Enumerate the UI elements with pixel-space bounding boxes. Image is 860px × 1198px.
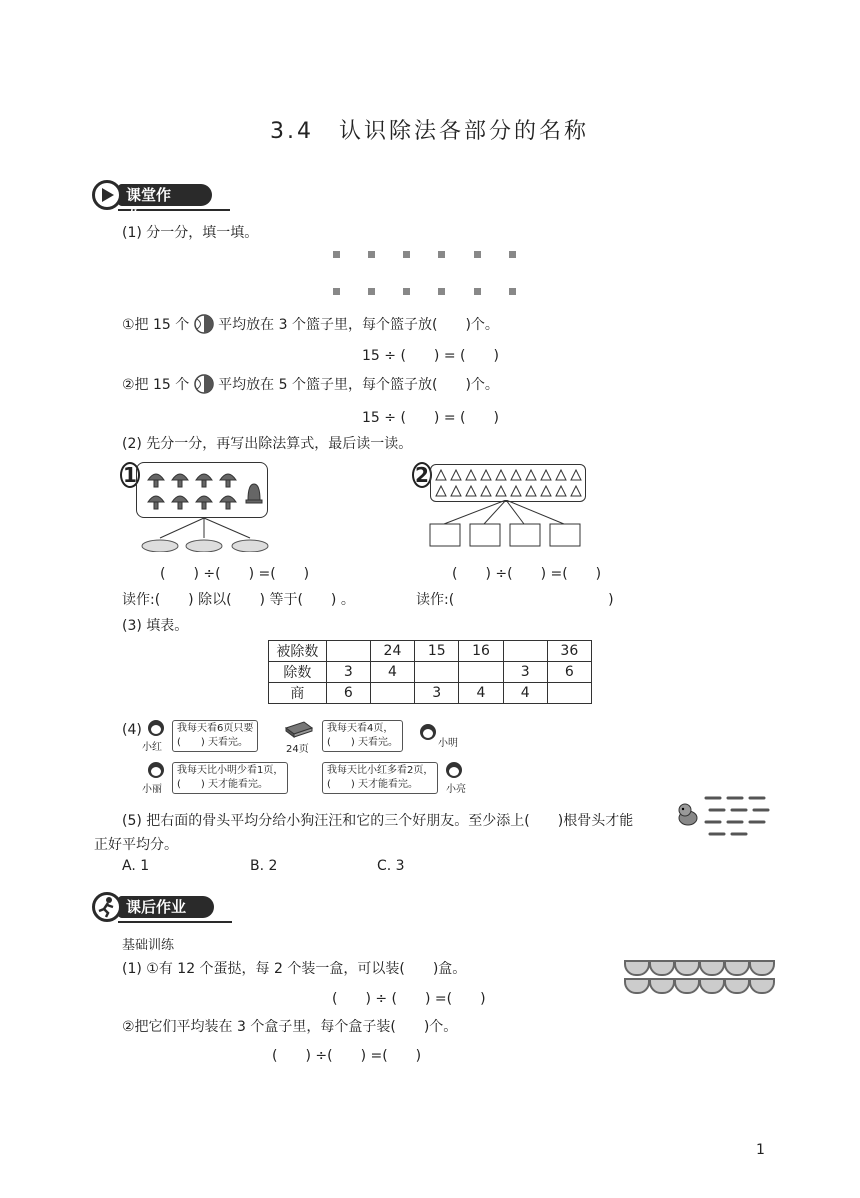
mushroom-icon: [148, 474, 164, 487]
table-cell: 36: [547, 641, 591, 662]
row-header: 商: [269, 683, 327, 704]
boy-icon: [420, 724, 436, 740]
table-cell: 4: [503, 683, 547, 704]
grid-dot: [368, 251, 375, 258]
girl-icon: [148, 762, 164, 778]
book-pages-label: 24页: [286, 744, 309, 755]
banner-label: 课堂作业: [118, 184, 212, 206]
egg-tart-icon: [699, 960, 725, 976]
girl-icon: [148, 720, 164, 736]
banner-label: 课后作业: [118, 896, 214, 918]
section-banner-homework: [92, 892, 214, 922]
mushroom-icon: [172, 496, 188, 509]
table-cell: 6: [326, 683, 370, 704]
plate-icon: [232, 540, 268, 552]
table-cell: 3: [326, 662, 370, 683]
egg-tart-icon: [699, 978, 725, 994]
table-cell: 4: [459, 683, 503, 704]
q5-option-b: B. 2: [250, 858, 278, 874]
grid-dot: [474, 288, 481, 295]
mushroom-group: [146, 468, 266, 514]
q1a-text-pre: ①把 15 个: [122, 317, 190, 333]
q4-label: (4): [122, 722, 142, 738]
grid-dot: [333, 288, 340, 295]
bone-group: [702, 792, 774, 840]
q5-text-1: (5) 把右面的骨头平均分给小狗汪汪和它的三个好朋友。至少添上( )根骨头才能: [122, 813, 634, 829]
ball-icon: [194, 374, 214, 394]
grid-dot: [509, 288, 516, 295]
egg-tart-icon: [674, 960, 700, 976]
bubble-line: 我每天比小红多看2页，: [327, 765, 434, 776]
egg-tart-icon: [624, 960, 650, 976]
mushroom-icon: [196, 496, 212, 509]
table-cell: 15: [415, 641, 459, 662]
row-header: 除数: [269, 662, 327, 683]
name-xiaoliang: 小亮: [446, 784, 466, 795]
mushroom-icon: [172, 474, 188, 487]
plate-icon: [142, 540, 178, 552]
bubble-line: ( ) 天才能看完。: [177, 779, 268, 790]
table-cell: 24: [370, 641, 414, 662]
table-cell: [459, 662, 503, 683]
q1b-text-post: 平均放在 5 个篮子里，每个篮子放( )个。: [218, 377, 499, 393]
q1a-text-post: 平均放在 3 个篮子里，每个篮子放( )个。: [218, 317, 499, 333]
runner-icon: [92, 892, 122, 922]
grid-dot: [438, 251, 445, 258]
mushroom-icon: [220, 496, 236, 509]
table-row-dividend: [269, 641, 592, 662]
grid-dot: [403, 288, 410, 295]
egg-tart-icon: [724, 960, 750, 976]
egg-tart-icon: [624, 978, 650, 994]
q5-option-c: C. 3: [377, 858, 405, 874]
grid-dot: [438, 288, 445, 295]
q1a-equation: 15 ÷ ( ) = ( ): [362, 348, 499, 364]
grid-dot: [403, 251, 410, 258]
ball-icon: [194, 314, 214, 334]
q2-right-figure: [412, 462, 590, 552]
table-row-quotient: [269, 683, 592, 704]
q1a-line: [122, 314, 499, 334]
q1-label: (1) 分一分，填一填。: [122, 225, 259, 241]
q5-text-2: 正好平均分。: [94, 837, 178, 853]
q2-label: (2) 先分一分，再写出除法算式，最后读一读。: [122, 436, 413, 452]
arrows-to-plates: [140, 516, 270, 552]
table-cell: [547, 683, 591, 704]
name-xiaoli: 小丽: [142, 784, 162, 795]
q5-option-a: A. 1: [122, 858, 150, 874]
bubble-line: 我每天看6页只要: [177, 723, 254, 734]
subhead-basic-training: 基础训练: [122, 938, 175, 953]
q3-label: (3) 填表。: [122, 618, 189, 634]
bubble-xiaoli: [172, 762, 288, 794]
page-number: 1: [756, 1142, 765, 1158]
q2-right-read: 读作:( ): [416, 592, 614, 608]
table-cell: 16: [459, 641, 503, 662]
egg-tart-icon: [724, 978, 750, 994]
name-xiaohong: 小红: [142, 742, 162, 753]
bubble-line: ( ) 天看完。: [327, 737, 398, 748]
q1b-line: [122, 374, 499, 394]
mushroom-icon: [196, 474, 212, 487]
bubble-line: 我每天看4页，: [327, 723, 394, 734]
triangle-group: [434, 468, 584, 500]
q1b-equation: 15 ÷ ( ) = ( ): [362, 410, 499, 426]
hw-q1b-text: ②把它们平均装在 3 个盒子里，每个盒子装( )个。: [122, 1019, 458, 1035]
bubble-line: ( ) 天看完。: [177, 737, 248, 748]
hw-q1a-equation: ( ) ÷ ( ) =( ): [332, 991, 486, 1007]
q2-left-read: 读作:( ) 除以( ) 等于( ) 。: [122, 592, 355, 608]
mushroom-icon: [220, 474, 236, 487]
grid-dot: [333, 251, 340, 258]
egg-tart-icon: [749, 960, 775, 976]
circled-number-2: 2: [412, 462, 432, 488]
table-cell: [326, 641, 370, 662]
bubble-line: 我每天比小明少看1页，: [177, 765, 284, 776]
q1b-text-pre: ②把 15 个: [122, 377, 190, 393]
table-row-divisor: [269, 662, 592, 683]
bubble-xiaohong: [172, 720, 258, 752]
table-cell: [415, 662, 459, 683]
egg-tart-icon: [749, 978, 775, 994]
bubble-xiaoming: [322, 720, 403, 752]
grid-dot: [474, 251, 481, 258]
egg-tart-icon: [674, 978, 700, 994]
bubble-xiaoliang: [322, 762, 438, 794]
q2-right-equation: ( ) ÷( ) =( ): [452, 566, 602, 582]
hw-q1b-equation: ( ) ÷( ) =( ): [272, 1048, 422, 1064]
circled-number-1: 1: [120, 462, 140, 488]
row-header: 被除数: [269, 641, 327, 662]
play-icon: [92, 180, 122, 210]
hw-q1a-text: (1) ①有 12 个蛋挞，每 2 个装一盒，可以装( )盒。: [122, 961, 467, 977]
bell-icon: [246, 484, 262, 503]
page-title: 3.4 认识除法各部分的名称: [270, 119, 589, 144]
table-cell: 6: [547, 662, 591, 683]
egg-tart-icon: [649, 978, 675, 994]
mushroom-icon: [148, 496, 164, 509]
table-cell: 3: [415, 683, 459, 704]
arrows-to-boxes: [428, 500, 588, 550]
name-xiaoming: 小明: [438, 738, 458, 749]
table-cell: 4: [370, 662, 414, 683]
table-cell: [503, 641, 547, 662]
section-banner-classwork: [92, 180, 212, 226]
table-cell: 3: [503, 662, 547, 683]
bubble-line: ( ) 天才能看完。: [327, 779, 418, 790]
grid-dot: [509, 251, 516, 258]
book-icon: [284, 720, 314, 738]
division-table: [268, 640, 592, 704]
boy-icon: [446, 762, 462, 778]
egg-tart-icon: [649, 960, 675, 976]
q2-left-equation: ( ) ÷( ) =( ): [160, 566, 310, 582]
dog-icon: [676, 802, 700, 828]
plate-icon: [186, 540, 222, 552]
grid-dot: [368, 288, 375, 295]
q2-left-figure: [120, 462, 270, 552]
table-cell: [370, 683, 414, 704]
